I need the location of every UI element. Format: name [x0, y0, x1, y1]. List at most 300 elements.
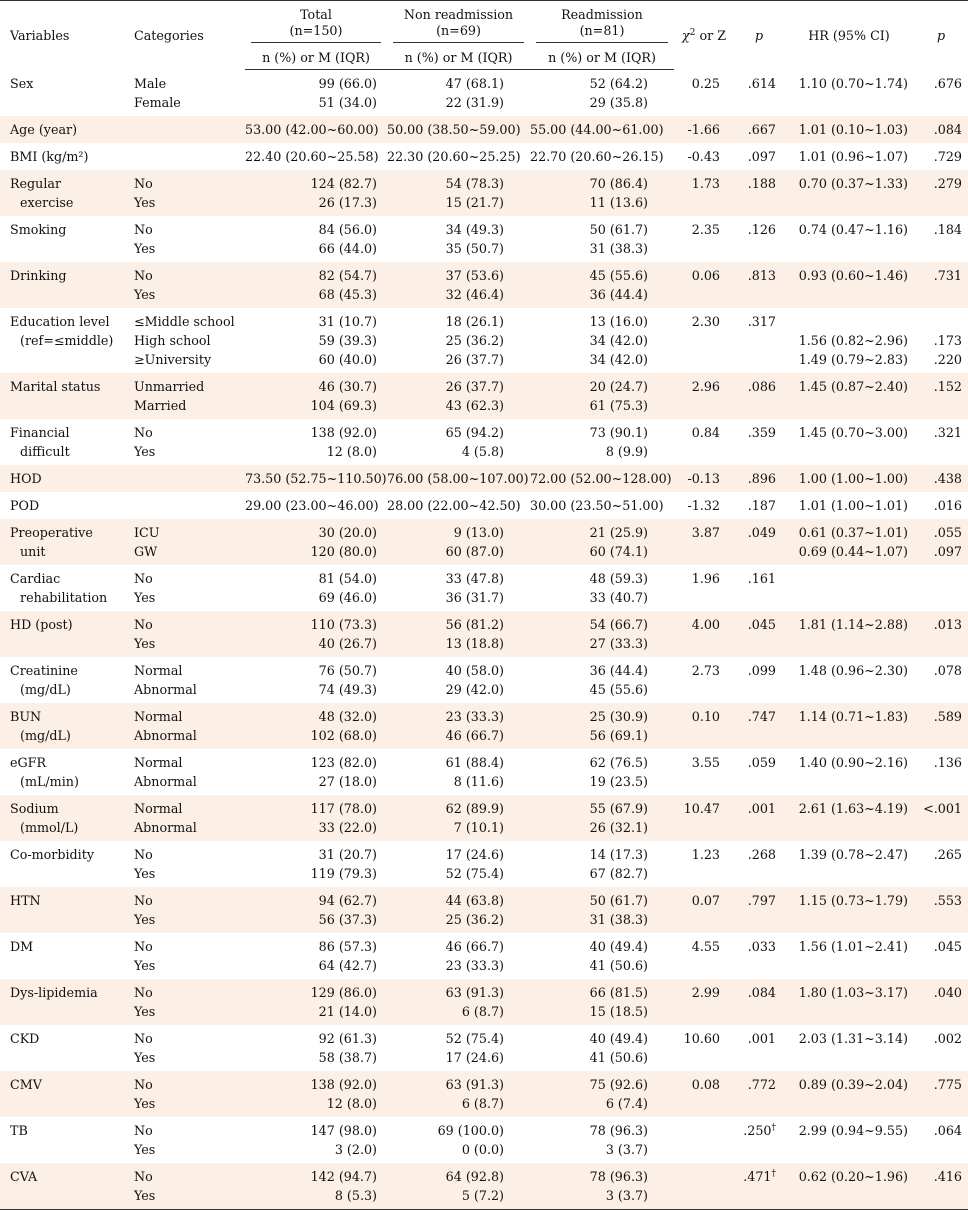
table-row — [0, 611, 968, 657]
hr-p-value-line: .775 — [933, 1077, 962, 1092]
variable-cell — [0, 373, 124, 419]
readmission-line: 50 (61.7) — [589, 893, 648, 908]
nonreadmission-cell — [387, 657, 530, 703]
hr-p-value-cell — [914, 887, 968, 933]
nonreadmission-line: 4 (5.8) — [461, 444, 504, 459]
total-line: 3 (2.0) — [334, 1142, 377, 1157]
hr-p-value-cell — [914, 657, 968, 703]
variable-cell — [0, 887, 124, 933]
category-line: Unmarried — [134, 379, 205, 394]
category-cell — [124, 419, 245, 465]
variable-line: DM — [10, 939, 34, 954]
variable-line: HD (post) — [10, 617, 73, 632]
p-value-cell — [734, 933, 784, 979]
category-line: No — [134, 1169, 153, 1184]
hr-line: 0.74 (0.47~1.16) — [798, 222, 908, 237]
chi-cell — [674, 519, 734, 565]
header-hr: HR (95% CI) — [784, 1, 914, 70]
category-line: No — [134, 893, 153, 908]
table-row — [0, 116, 968, 143]
nonreadmission-cell — [387, 565, 530, 611]
total-cell — [245, 419, 387, 465]
nonreadmission-cell — [387, 979, 530, 1025]
nonreadmission-line: 64 (92.8) — [445, 1169, 504, 1184]
hr-line: 0.93 (0.60~1.46) — [798, 268, 908, 283]
p-value-cell — [734, 70, 784, 117]
hr-cell — [784, 565, 914, 611]
hr-p-value-line: .589 — [933, 709, 962, 724]
variable-cell — [0, 703, 124, 749]
chi-line: -1.32 — [687, 498, 720, 513]
variable-cell — [0, 419, 124, 465]
p-value-cell — [734, 308, 784, 373]
chi-cell — [674, 565, 734, 611]
total-line: 58 (38.7) — [318, 1050, 377, 1065]
total-line: 74 (49.3) — [318, 682, 377, 697]
readmission-cell — [530, 492, 674, 519]
hr-line: 2.03 (1.31~3.14) — [798, 1031, 908, 1046]
readmission-line: 40 (49.4) — [589, 1031, 648, 1046]
hr-p-value-cell — [914, 216, 968, 262]
category-line: No — [134, 1077, 153, 1092]
category-line: Yes — [134, 1142, 156, 1157]
hr-line: 0.89 (0.39~2.04) — [798, 1077, 908, 1092]
nonreadmission-line: 22.30 (20.60~25.25) — [387, 149, 521, 164]
readmission-cell — [530, 116, 674, 143]
nonreadmission-line: 22 (31.9) — [445, 95, 504, 110]
chi-line: 4.00 — [691, 617, 720, 632]
chi-cell — [674, 308, 734, 373]
total-line: 81 (54.0) — [318, 571, 377, 586]
nonreadmission-line: 54 (78.3) — [445, 176, 504, 191]
total-line: 51 (34.0) — [318, 95, 377, 110]
hr-cell — [784, 216, 914, 262]
total-line: 104 (69.3) — [310, 398, 377, 413]
p-value-cell — [734, 749, 784, 795]
variable-line: (mL/min) — [20, 774, 79, 789]
hr-line — [784, 569, 908, 588]
hr-p-value-cell — [914, 565, 968, 611]
hr-p-value-line: .438 — [933, 471, 962, 486]
total-line: 12 (8.0) — [326, 1096, 377, 1111]
category-cell — [124, 657, 245, 703]
total-line: 119 (79.3) — [310, 866, 377, 881]
nonreadmission-line: 32 (46.4) — [445, 287, 504, 302]
readmission-line: 25 (30.9) — [589, 709, 648, 724]
readmission-cell — [530, 749, 674, 795]
chi-line: 1.23 — [691, 847, 720, 862]
readmission-line: 14 (17.3) — [589, 847, 648, 862]
readmission-line: 52 (64.2) — [589, 76, 648, 91]
variable-line: HTN — [10, 893, 41, 908]
nonreadmission-line: 63 (91.3) — [445, 1077, 504, 1092]
hr-cell — [784, 749, 914, 795]
header-stat-read: n (%) or M (IQR) — [530, 45, 674, 70]
readmission-cell — [530, 1071, 674, 1117]
nonreadmission-cell — [387, 465, 530, 492]
table-row — [0, 373, 968, 419]
p-value-line: .813 — [747, 268, 776, 283]
variable-line: BMI (kg/m²) — [10, 149, 89, 164]
nonreadmission-cell — [387, 70, 530, 117]
p-value-cell — [734, 611, 784, 657]
table-row — [0, 492, 968, 519]
nonreadmission-line: 28.00 (22.00~42.50) — [387, 498, 521, 513]
category-line: High school — [134, 333, 211, 348]
p-value-line: .161 — [747, 571, 776, 586]
readmission-line: 11 (13.6) — [589, 195, 648, 210]
category-line: Yes — [134, 444, 156, 459]
total-line: 94 (62.7) — [318, 893, 377, 908]
p-value-line: .471 — [743, 1169, 772, 1184]
total-cell — [245, 887, 387, 933]
total-line: 99 (66.0) — [318, 76, 377, 91]
nonreadmission-cell — [387, 933, 530, 979]
category-cell — [124, 519, 245, 565]
nonreadmission-line: 33 (47.8) — [445, 571, 504, 586]
hr-p-value-line: .729 — [933, 149, 962, 164]
category-line: No — [134, 176, 153, 191]
total-line: 86 (57.3) — [318, 939, 377, 954]
chi-cell — [674, 887, 734, 933]
chi-line: 2.73 — [691, 663, 720, 678]
category-line — [134, 496, 245, 515]
nonreadmission-cell — [387, 373, 530, 419]
readmission-line: 62 (76.5) — [589, 755, 648, 770]
p-value-line: .747 — [747, 709, 776, 724]
dagger-footnote-mark: † — [771, 1122, 776, 1133]
category-line: Normal — [134, 663, 183, 678]
readmission-line: 21 (25.9) — [589, 525, 648, 540]
hr-p-value-cell — [914, 308, 968, 373]
nonreadmission-line: 46 (66.7) — [445, 728, 504, 743]
hr-cell — [784, 1071, 914, 1117]
nonreadmission-line: 52 (75.4) — [445, 866, 504, 881]
variable-line: CMV — [10, 1077, 42, 1092]
variable-cell — [0, 262, 124, 308]
p-value-line: .187 — [747, 498, 776, 513]
chi-cell — [674, 216, 734, 262]
category-cell — [124, 933, 245, 979]
readmission-cell — [530, 216, 674, 262]
nonreadmission-line: 23 (33.3) — [445, 709, 504, 724]
readmission-cell — [530, 308, 674, 373]
hr-p-value-line: <.001 — [923, 801, 962, 816]
total-line: 69 (46.0) — [318, 590, 377, 605]
chi-line: 0.25 — [691, 75, 720, 91]
hr-p-value-line: .676 — [933, 75, 962, 91]
category-cell — [124, 749, 245, 795]
variable-cell — [0, 795, 124, 841]
variable-line: Preoperative — [10, 525, 93, 540]
hr-line: 0.69 (0.44~1.07) — [798, 544, 908, 559]
variable-line: unit — [20, 544, 46, 559]
readmission-line: 45 (55.6) — [589, 682, 648, 697]
hr-line: 1.49 (0.79~2.83) — [798, 352, 908, 367]
category-line: Male — [134, 75, 167, 91]
variable-line: difficult — [20, 444, 70, 459]
total-line: 147 (98.0) — [310, 1123, 377, 1138]
readmission-line: 30.00 (23.50~51.00) — [530, 498, 664, 513]
nonreadmission-cell — [387, 419, 530, 465]
variable-line: CVA — [10, 1169, 38, 1184]
readmission-line: 36 (44.4) — [589, 663, 648, 678]
category-line: Yes — [134, 195, 156, 210]
category-line: No — [134, 985, 153, 1000]
variable-line: (mg/dL) — [20, 682, 71, 697]
category-line: GW — [134, 544, 158, 559]
p-value-line: .001 — [747, 1031, 776, 1046]
hr-cell — [784, 143, 914, 170]
hr-p-value-line: .321 — [933, 425, 962, 440]
readmission-line: 36 (44.4) — [589, 287, 648, 302]
hr-p-value-line: .013 — [933, 617, 962, 632]
readmission-line: 66 (81.5) — [589, 985, 648, 1000]
variable-line: CKD — [10, 1031, 40, 1046]
variable-line: (mg/dL) — [20, 728, 71, 743]
hr-p-value-cell — [914, 519, 968, 565]
chi-line: 10.60 — [683, 1031, 720, 1046]
nonreadmission-cell — [387, 116, 530, 143]
nonreadmission-line: 29 (42.0) — [445, 682, 504, 697]
chi-cell — [674, 143, 734, 170]
hr-cell — [784, 419, 914, 465]
hr-cell — [784, 979, 914, 1025]
total-line: 26 (17.3) — [318, 195, 377, 210]
nonreadmission-line: 50.00 (38.50~59.00) — [387, 122, 521, 137]
p-value-line: .797 — [747, 893, 776, 908]
table-row — [0, 1117, 968, 1163]
total-line: 31 (20.7) — [318, 847, 377, 862]
total-cell — [245, 703, 387, 749]
readmission-line: 6 (7.4) — [605, 1096, 648, 1111]
category-line — [134, 147, 245, 166]
total-line: 22.40 (20.60~25.58) — [245, 149, 379, 164]
table-row — [0, 749, 968, 795]
hr-p-value-cell — [914, 1071, 968, 1117]
hr-line: 2.61 (1.63~4.19) — [798, 801, 908, 816]
chi-line: 3.55 — [691, 755, 720, 770]
chi-cell — [674, 492, 734, 519]
total-cell — [245, 373, 387, 419]
p-value-cell — [734, 465, 784, 492]
nonreadmission-line: 69 (100.0) — [437, 1123, 504, 1138]
nonreadmission-line: 62 (89.9) — [445, 801, 504, 816]
p-value-cell — [734, 170, 784, 216]
chi-cell — [674, 795, 734, 841]
nonreadmission-cell — [387, 492, 530, 519]
total-cell — [245, 492, 387, 519]
category-line: No — [134, 847, 153, 862]
readmission-cell — [530, 70, 674, 117]
readmission-line: 75 (92.6) — [589, 1077, 648, 1092]
p-value-cell — [734, 703, 784, 749]
chi-cell — [674, 841, 734, 887]
total-line: 82 (54.7) — [318, 268, 377, 283]
variable-line: Co-morbidity — [10, 847, 94, 862]
nonreadmission-cell — [387, 143, 530, 170]
p-value-cell — [734, 1117, 784, 1163]
category-cell — [124, 1071, 245, 1117]
total-line: 68 (45.3) — [318, 287, 377, 302]
p-value-cell — [734, 887, 784, 933]
category-cell — [124, 841, 245, 887]
chi-line: 2.35 — [691, 222, 720, 237]
chi-cell — [674, 1025, 734, 1071]
variable-line: Dys-lipidemia — [10, 985, 98, 1000]
p-value-line: .033 — [747, 939, 776, 954]
category-cell — [124, 170, 245, 216]
p-value-line: .772 — [747, 1077, 776, 1092]
total-line: 117 (78.0) — [310, 801, 377, 816]
total-line: 46 (30.7) — [318, 379, 377, 394]
total-cell — [245, 611, 387, 657]
header-stat-nonread: n (%) or M (IQR) — [387, 45, 530, 70]
total-line: 66 (44.0) — [318, 241, 377, 256]
variable-line: Marital status — [10, 379, 101, 394]
p-value-cell — [734, 143, 784, 170]
category-cell — [124, 216, 245, 262]
p-value-cell — [734, 216, 784, 262]
p-value-cell — [734, 657, 784, 703]
hr-cell — [784, 611, 914, 657]
readmission-line: 55 (67.9) — [589, 801, 648, 816]
nonreadmission-line: 65 (94.2) — [445, 425, 504, 440]
header-total-label: Total — [300, 6, 332, 22]
p-value-cell — [734, 1071, 784, 1117]
readmission-line: 48 (59.3) — [589, 571, 648, 586]
nonreadmission-line: 17 (24.6) — [445, 1050, 504, 1065]
p-value-line: .097 — [747, 149, 776, 164]
category-line: Married — [134, 398, 187, 413]
p-value-cell — [734, 373, 784, 419]
total-cell — [245, 465, 387, 492]
table-row — [0, 519, 968, 565]
nonreadmission-line: 8 (11.6) — [453, 774, 504, 789]
table-row — [0, 216, 968, 262]
table-row — [0, 308, 968, 373]
readmission-line: 13 (16.0) — [589, 314, 648, 329]
header-p2 — [914, 1, 968, 70]
p-value-cell — [734, 519, 784, 565]
nonreadmission-line: 5 (7.2) — [461, 1188, 504, 1203]
hr-cell — [784, 795, 914, 841]
readmission-line: 27 (33.3) — [589, 636, 648, 651]
hr-line: 1.80 (1.03~3.17) — [798, 985, 908, 1000]
hr-p-value-line — [914, 312, 962, 331]
header-total — [245, 1, 387, 46]
total-line: 64 (42.7) — [318, 958, 377, 973]
category-line: Yes — [134, 1004, 156, 1019]
total-line: 31 (10.7) — [318, 314, 377, 329]
readmission-cell — [530, 611, 674, 657]
nonreadmission-cell — [387, 262, 530, 308]
chi-line: 2.99 — [691, 985, 720, 1000]
p-value-cell — [734, 116, 784, 143]
hr-p-value-cell — [914, 465, 968, 492]
hr-line: 1.45 (0.70~3.00) — [798, 425, 908, 440]
nonreadmission-line: 44 (63.8) — [445, 893, 504, 908]
category-cell — [124, 703, 245, 749]
chi-cell — [674, 170, 734, 216]
header-variables: Variables — [0, 1, 124, 70]
total-line: 142 (94.7) — [310, 1169, 377, 1184]
hr-line: 1.00 (1.00~1.00) — [798, 471, 908, 486]
header-nonread-label: Non readmission — [403, 6, 514, 22]
table-row — [0, 1025, 968, 1071]
total-cell — [245, 170, 387, 216]
table-row — [0, 70, 968, 117]
total-cell — [245, 979, 387, 1025]
p-value-cell — [734, 492, 784, 519]
hr-p-value-cell — [914, 419, 968, 465]
hr-p-value-cell — [914, 70, 968, 117]
variable-line: Drinking — [10, 268, 67, 283]
hr-p-value-line: .040 — [933, 985, 962, 1000]
variable-cell — [0, 565, 124, 611]
table-row — [0, 565, 968, 611]
chi-cell — [674, 933, 734, 979]
total-line: 59 (39.3) — [318, 333, 377, 348]
hr-p-value-line: .097 — [933, 544, 962, 559]
variable-cell — [0, 143, 124, 170]
total-cell — [245, 216, 387, 262]
hr-line: 1.48 (0.96~2.30) — [798, 663, 908, 678]
readmission-cell — [530, 979, 674, 1025]
table-row — [0, 1071, 968, 1117]
p-value-line: .896 — [747, 471, 776, 486]
table-row — [0, 170, 968, 216]
nonreadmission-cell — [387, 519, 530, 565]
chi-cell — [674, 116, 734, 143]
total-cell — [245, 519, 387, 565]
category-line: Yes — [134, 866, 156, 881]
hr-cell — [784, 933, 914, 979]
variable-cell — [0, 611, 124, 657]
chi-symbol: χ — [681, 27, 690, 43]
nonreadmission-cell — [387, 749, 530, 795]
total-cell — [245, 841, 387, 887]
category-cell — [124, 1025, 245, 1071]
p-value-cell — [734, 565, 784, 611]
nonreadmission-line: 18 (26.1) — [445, 314, 504, 329]
readmission-line: 8 (9.9) — [605, 444, 648, 459]
header-p — [734, 1, 784, 70]
nonreadmission-cell — [387, 216, 530, 262]
chi-cell — [674, 703, 734, 749]
nonreadmission-line: 40 (58.0) — [445, 663, 504, 678]
category-cell — [124, 373, 245, 419]
nonreadmission-line: 56 (81.2) — [445, 617, 504, 632]
readmission-line: 73 (90.1) — [589, 425, 648, 440]
total-cell — [245, 657, 387, 703]
category-cell — [124, 611, 245, 657]
chi-line: 4.55 — [691, 939, 720, 954]
p-value-line: .188 — [747, 176, 776, 191]
hr-p-value-line: .078 — [933, 663, 962, 678]
nonreadmission-line: 60 (87.0) — [445, 544, 504, 559]
hr-p-value-cell — [914, 1117, 968, 1163]
nonreadmission-line: 63 (91.3) — [445, 985, 504, 1000]
hr-line: 1.01 (0.10~1.03) — [798, 122, 908, 137]
hr-p-value-line: .265 — [933, 847, 962, 862]
readmission-cell — [530, 933, 674, 979]
readmission-line: 40 (49.4) — [589, 939, 648, 954]
category-line: Yes — [134, 590, 156, 605]
readmission-cell — [530, 887, 674, 933]
p-value-line: .045 — [747, 617, 776, 632]
header-stat-total: n (%) or M (IQR) — [245, 45, 387, 70]
